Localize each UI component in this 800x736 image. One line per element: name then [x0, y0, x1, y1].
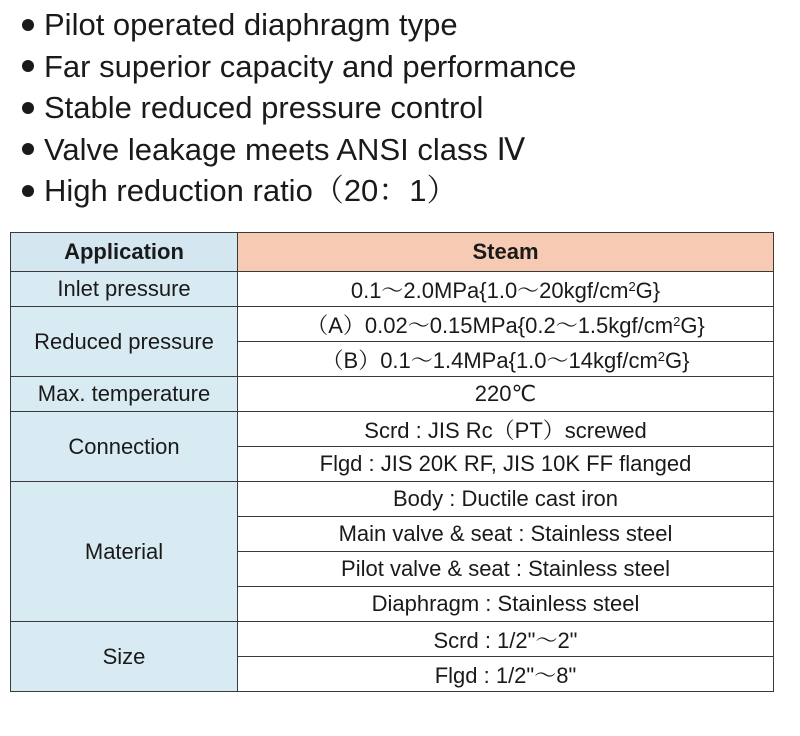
material-pilot-valve-value: Pilot valve & seat : Stainless steel — [238, 552, 774, 587]
table-row — [11, 377, 774, 412]
bullet-icon — [22, 60, 34, 72]
size-screwed-value: Scrd : 1/2"～2" — [238, 622, 774, 657]
connection-screwed-value: Scrd : JIS Rc（PT）screwed — [238, 412, 774, 447]
table-row — [11, 307, 774, 342]
feature-item — [22, 87, 576, 129]
reduced-pressure-a-value: $(A)0.02\sim 0.15MPa\{0.2\sim 1.5kgf/cm^2G\}$ — [238, 307, 774, 342]
feature-text: Far superior capacity and performance — [44, 48, 577, 84]
bullet-icon — [22, 143, 34, 155]
inlet-pressure-value: $0.1\sim 2.0MPa\{1.0\sim 20kgf/cm^2G\}$ — [238, 272, 774, 307]
feature-text: Pilot operated diaphragm type — [44, 7, 458, 42]
reduced-pressure-b-value: $(B)0.1\sim 1.4MPa\{1.0\sim 14kgf/cm^2G\}$ — [238, 342, 774, 377]
feature-text: High reduction ratio（20：1） — [44, 173, 458, 208]
feature-item — [22, 170, 576, 212]
feature-list — [22, 4, 576, 212]
max-temperature-value: 220℃ — [238, 377, 774, 412]
table-header-row — [11, 233, 774, 272]
specification-table — [10, 232, 774, 692]
feature-item — [22, 129, 576, 171]
bullet-icon — [22, 19, 34, 31]
header-application: Application — [11, 233, 238, 272]
connection-flanged-value: Flgd : JIS 20K RF, JIS 10K FF flanged — [238, 447, 774, 482]
material-label: Material — [11, 482, 238, 622]
feature-text: Stable reduced pressure control — [44, 90, 484, 125]
material-main-valve-value: Main valve & seat : Stainless steel — [238, 517, 774, 552]
table-row — [11, 272, 774, 307]
header-steam: Steam — [238, 233, 774, 272]
table-row — [11, 412, 774, 447]
max-temperature-label: Max. temperature — [11, 377, 238, 412]
table-row — [11, 482, 774, 517]
table-row — [11, 622, 774, 657]
material-body-value: Body : Ductile cast iron — [238, 482, 774, 517]
material-diaphragm-value: Diaphragm : Stainless steel — [238, 587, 774, 622]
size-flanged-value: Flgd : 1/2"～8" — [238, 657, 774, 692]
size-label: Size — [11, 622, 238, 692]
feature-item — [22, 46, 576, 88]
connection-label: Connection — [11, 412, 238, 482]
reduced-pressure-label: Reduced pressure — [11, 307, 238, 377]
feature-item — [22, 4, 576, 46]
inlet-pressure-label: Inlet pressure — [11, 272, 238, 307]
bullet-icon — [22, 102, 34, 114]
bullet-icon — [22, 185, 34, 197]
feature-text: Valve leakage meets ANSI class Ⅳ — [44, 131, 526, 167]
